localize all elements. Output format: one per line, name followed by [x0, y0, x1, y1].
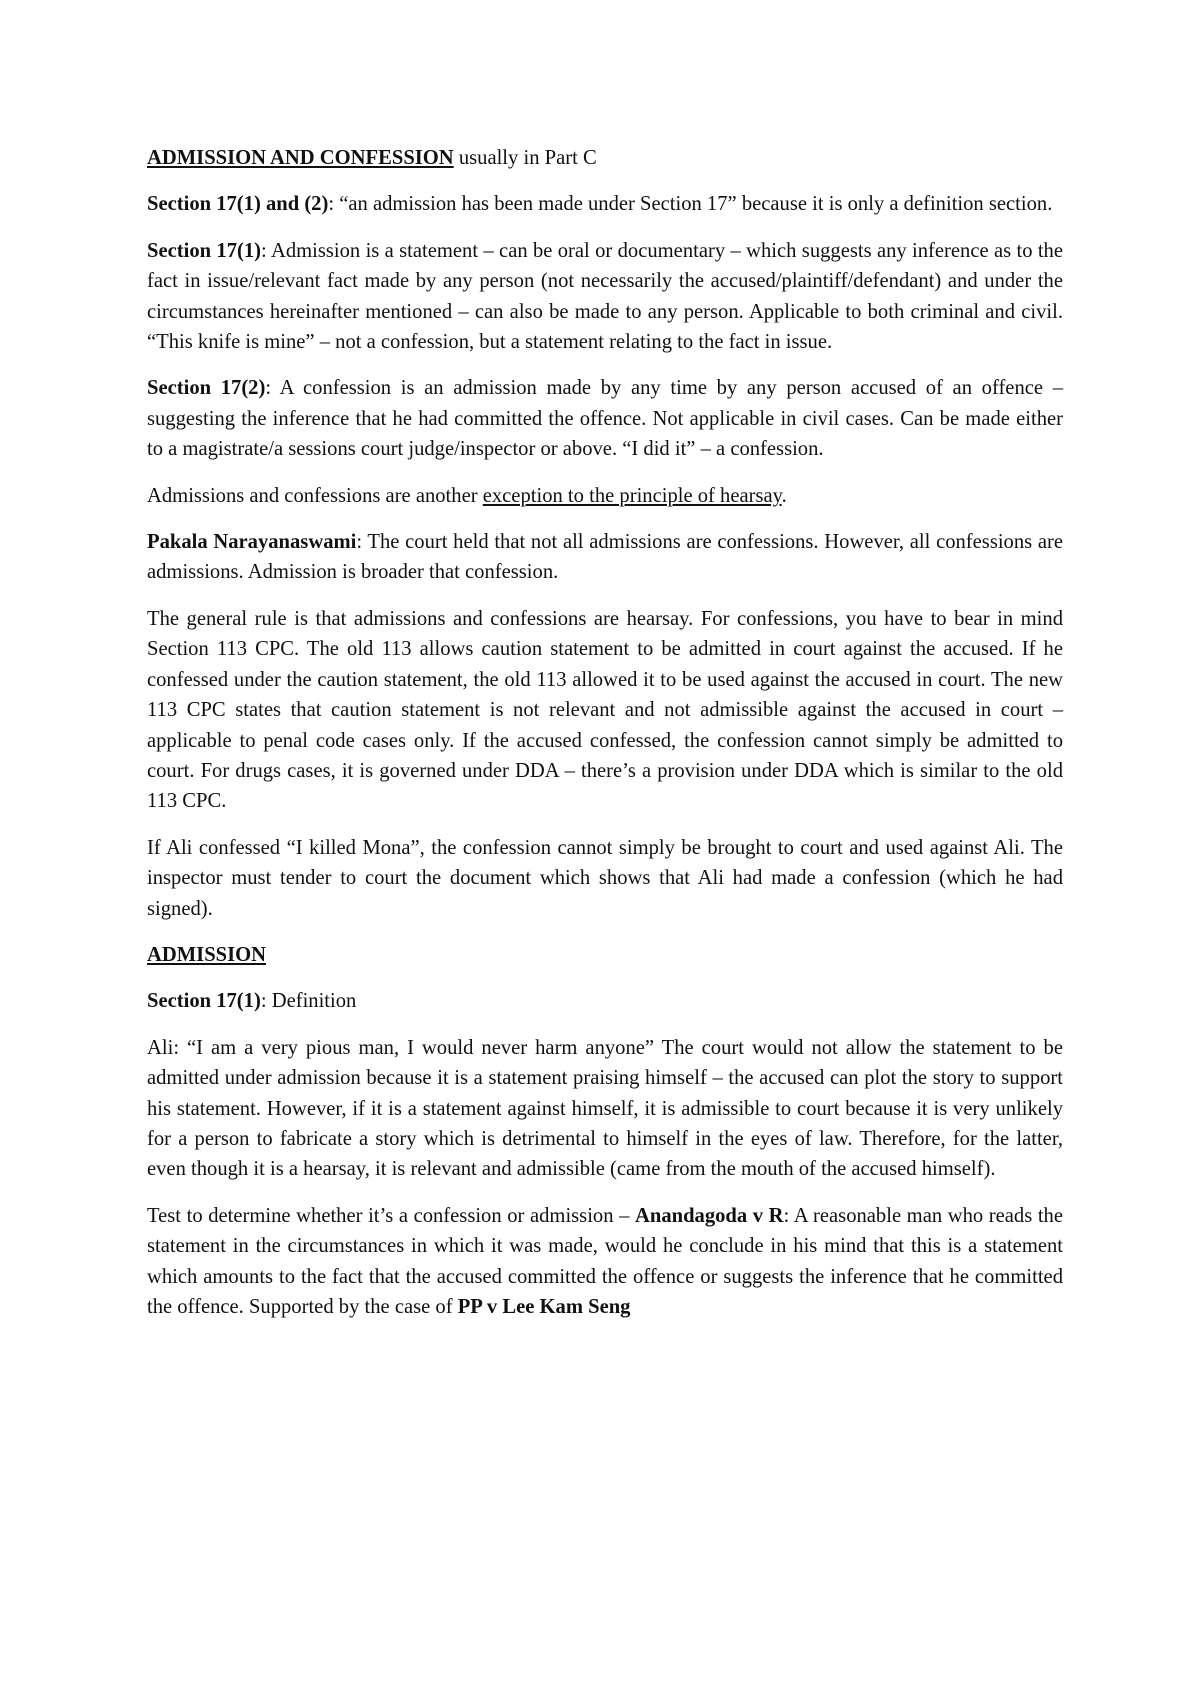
section-17-2-label: Section 17(2)	[147, 377, 266, 400]
general-rule-paragraph: The general rule is that admissions and confessions are hearsay. For confessions, you have to bear in mind Section 113 CPC. The old 113 allows caution statement to be admitted in court against the accused. If he confessed under the caution statement, the old 113 allowed it to be used against the accused in court. The new 113 CPC states that caution statement is not relevant and not admissible against the accused in court – applicable to penal code cases only. If the accused confessed, the confession cannot simply be admitted to court. For drugs cases, it is governed under DDA – there’s a provision under DDA which is similar to the old 113 CPC.	[147, 607, 1063, 813]
main-heading-paragraph	[147, 143, 1063, 173]
definition-label: Section 17(1)	[147, 990, 261, 1013]
main-heading-suffix: usually in Part C	[453, 147, 597, 169]
definition-text: : Definition	[260, 990, 357, 1013]
section-17-2-paragraph	[147, 373, 1063, 464]
hearsay-underlined: exception to the principle of hearsay	[482, 484, 782, 507]
hearsay-paragraph	[147, 481, 1063, 511]
section-17-1-2-text: : “an admission has been made under Section 17” because it is only a definition section.	[328, 193, 1053, 216]
section-17-1-2-label: Section 17(1) and (2)	[147, 193, 329, 216]
admission-heading-paragraph	[147, 940, 1063, 970]
section-17-1-text: : Admission is a statement – can be oral or documentary – which suggests any inference as to the fact in issue/relevant fact made by any person (not necessarily the accused/plaintiff/defendant) and under the circumstances hereinafter mentioned – can also be made to any person. Applicable to both criminal and civil. “This knife is mine” – not a confession, but a statement relating to the fact in issue.	[147, 239, 1063, 354]
test-paragraph	[147, 1201, 1063, 1323]
main-heading-title: ADMISSION AND CONFESSION	[147, 147, 454, 169]
document-page	[147, 143, 1063, 1338]
section-17-2-text: : A confession is an admission made by any time by any person accused of an offence – suggesting the inference that he had committed the offence. Not applicable in civil cases. Can be made either to a magistrate/a sessions court judge/inspector or above. “I did it” – a confession.	[147, 377, 1063, 461]
test-middle: : A reasonable man who reads the statement in the circumstances in which it was made, would he conclude in his mind that this is a statement which amounts to the fact that the accused committed the offence or suggests the inference that he committed the offence. Supported by the case of	[147, 1204, 1063, 1318]
definition-paragraph	[147, 986, 1063, 1016]
pious-paragraph: Ali: “I am a very pious man, I would never harm anyone” The court would not allow the statement to be admitted under admission because it is a statement praising himself – the accused can plot the story to support his statement. However, if it is a statement against himself, it is admissible to court because it is very unlikely for a person to fabricate a story which is detrimental to himself in the eyes of law. Therefore, for the latter, even though it is a hearsay, it is relevant and admissible (came from the mouth of the accused himself).	[147, 1036, 1063, 1181]
case-lee-kam-seng: PP v Lee Kam Seng	[457, 1296, 631, 1318]
admission-heading: ADMISSION	[147, 943, 267, 966]
pakala-text: : The court held that not all admissions are confessions. However, all confessions are admissions. Admission is broader that confession.	[147, 531, 1064, 584]
pakala-paragraph	[147, 527, 1063, 588]
hearsay-after: .	[781, 484, 787, 507]
case-anandagoda: Anandagoda v R	[635, 1204, 784, 1227]
section-17-1-label: Section 17(1)	[147, 239, 262, 262]
section-17-1-2-paragraph	[147, 189, 1063, 219]
hearsay-before: Admissions and confessions are another	[147, 484, 483, 507]
test-before: Test to determine whether it’s a confession or admission –	[147, 1204, 635, 1227]
ali-mona-paragraph: If Ali confessed “I killed Mona”, the confession cannot simply be brought to court and used against Ali. The inspector must tender to court the document which shows that Ali had made a confession (which he had signed).	[147, 836, 1063, 920]
section-17-1-paragraph	[147, 236, 1063, 358]
pakala-label: Pakala Narayanaswami	[147, 531, 357, 554]
